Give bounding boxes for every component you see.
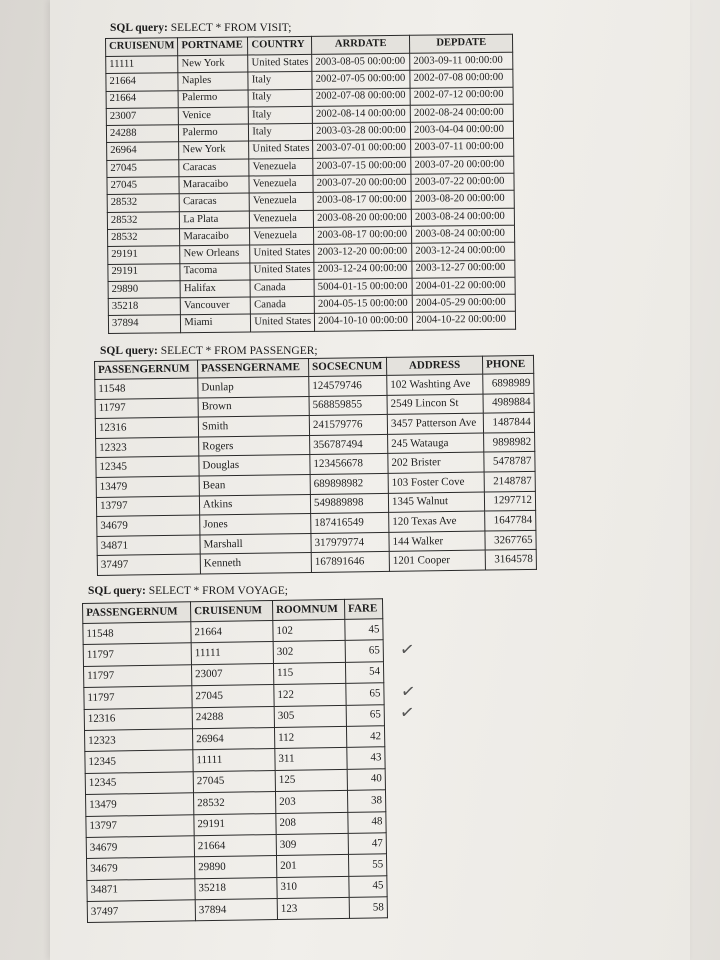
voyage-cell: 12345 <box>85 772 193 795</box>
voyage-cell: 203 <box>275 790 347 813</box>
visit-cell: Italy <box>249 124 313 142</box>
voyage-cell: 48 <box>348 811 386 833</box>
visit-col-header: CRUISENUM <box>106 38 179 57</box>
voyage-cell: 11797 <box>83 665 191 688</box>
voyage-cell: 112 <box>274 726 346 749</box>
voyage-query-label: SQL query: <box>88 585 146 597</box>
passenger-cell: 102 Washting Ave <box>387 374 483 395</box>
visit-cell: United States <box>250 262 314 280</box>
visit-cell: New Orleans <box>180 245 250 263</box>
visit-cell: 2003-12-24 00:00:00 <box>412 242 515 260</box>
visit-cell: 2002-07-08 00:00:00 <box>410 70 513 88</box>
visit-cell: Venice <box>179 107 249 125</box>
visit-cell: 5004-01-15 00:00:00 <box>314 278 412 296</box>
visit-col-header: COUNTRY <box>248 36 312 55</box>
passenger-cell: Dunlap <box>198 377 309 398</box>
visit-cell: 2003-08-20 00:00:00 <box>313 209 411 227</box>
visit-cell: 2003-12-24 00:00:00 <box>314 261 412 279</box>
voyage-cell: 55 <box>348 854 386 876</box>
visit-query-label: SQL query: <box>110 22 168 34</box>
passenger-cell: Douglas <box>199 455 310 476</box>
voyage-cell: 45 <box>349 875 387 897</box>
visit-cell: Vancouver <box>181 297 251 315</box>
voyage-cell: 47 <box>348 833 386 855</box>
visit-cell: Venezuela <box>249 158 313 176</box>
passenger-cell: 2148787 <box>484 471 535 491</box>
visit-cell: 2003-03-28 00:00:00 <box>313 122 411 140</box>
passenger-cell: 241579776 <box>309 415 387 436</box>
passenger-cell: 144 Walker <box>389 531 485 552</box>
passenger-cell: 3164578 <box>485 550 536 570</box>
passenger-table-body <box>95 373 537 575</box>
voyage-cell: 122 <box>274 684 346 707</box>
visit-cell: Canada <box>251 296 315 314</box>
passenger-cell: 11548 <box>95 378 198 399</box>
visit-cell: New York <box>178 55 248 73</box>
passenger-cell: 34871 <box>97 535 200 556</box>
passenger-cell: 1345 Walnut <box>388 492 484 513</box>
voyage-cell: 21664 <box>191 621 273 644</box>
voyage-cell: 24288 <box>192 706 274 729</box>
visit-cell: 2003-09-11 00:00:00 <box>410 52 513 70</box>
voyage-cell: 309 <box>276 833 348 856</box>
visit-cell: 2003-08-24 00:00:00 <box>412 225 515 243</box>
passenger-cell: 689898982 <box>310 473 388 494</box>
voyage-cell: 11797 <box>83 643 191 666</box>
visit-cell: 2002-08-24 00:00:00 <box>410 104 513 122</box>
passenger-cell: Smith <box>198 416 309 437</box>
passenger-query-label: SQL query: <box>100 345 158 357</box>
passenger-cell: 12316 <box>95 417 198 438</box>
voyage-cell: 305 <box>274 705 346 728</box>
voyage-cell: 12323 <box>85 729 193 752</box>
passenger-query <box>100 345 318 357</box>
visit-cell: Canada <box>250 279 314 297</box>
visit-cell: Italy <box>248 89 312 107</box>
visit-query <box>110 22 291 34</box>
voyage-cell: 310 <box>277 876 349 899</box>
visit-cell: Italy <box>248 72 312 90</box>
voyage-cell: 27045 <box>192 685 274 708</box>
passenger-cell: 5478787 <box>484 452 535 472</box>
passenger-cell: 12345 <box>96 456 199 477</box>
visit-cell: 2003-08-17 00:00:00 <box>313 192 411 210</box>
visit-cell: 29191 <box>108 246 181 264</box>
visit-query-text: SELECT * FROM VISIT; <box>170 22 292 34</box>
voyage-cell: 58 <box>349 897 387 919</box>
visit-table-body <box>106 52 516 333</box>
visit-col-header: PORTNAME <box>178 37 248 56</box>
visit-cell: 2003-08-20 00:00:00 <box>411 191 514 209</box>
voyage-cell: 115 <box>273 662 345 685</box>
visit-cell: 2004-10-10 00:00:00 <box>315 313 413 331</box>
voyage-query <box>88 585 288 597</box>
passenger-cell: 6898989 <box>483 373 534 393</box>
visit-cell: United States <box>249 141 313 159</box>
visit-cell: Naples <box>178 72 248 90</box>
passenger-cell: Marshall <box>200 533 311 554</box>
passenger-cell: 202 Brister <box>388 452 484 473</box>
voyage-cell: 45 <box>345 619 383 641</box>
voyage-cell: 42 <box>346 726 384 748</box>
voyage-cell: 12316 <box>84 707 192 730</box>
voyage-cell: 11548 <box>83 622 191 645</box>
visit-row <box>108 312 515 334</box>
visit-cell: 28532 <box>107 211 180 229</box>
voyage-col-header: ROOMNUM <box>272 599 344 620</box>
voyage-cell: 65 <box>346 683 384 705</box>
visit-cell: 2003-07-01 00:00:00 <box>313 140 411 158</box>
visit-cell: La Plata <box>180 211 250 229</box>
voyage-query-text: SELECT * FROM VOYAGE; <box>148 585 288 597</box>
visit-cell: Venezuela <box>250 227 314 245</box>
voyage-cell: 26964 <box>192 727 274 750</box>
passenger-cell: Jones <box>200 514 311 535</box>
visit-cell: United States <box>251 314 315 332</box>
visit-cell: 2002-07-05 00:00:00 <box>312 71 410 89</box>
visit-cell: 2003-07-20 00:00:00 <box>411 156 514 174</box>
passenger-cell: 549889898 <box>310 493 388 514</box>
passenger-cell: Kenneth <box>200 553 311 574</box>
passenger-cell: 11797 <box>95 398 198 419</box>
visit-cell: 24288 <box>106 125 179 143</box>
passenger-cell: 2549 Lincon St <box>387 394 483 415</box>
passenger-col-header: PASSENGERNUM <box>95 360 198 379</box>
passenger-cell: 3267765 <box>485 530 536 550</box>
passenger-cell: Bean <box>199 474 310 495</box>
visit-cell: 2002-07-12 00:00:00 <box>410 87 513 105</box>
visit-cell: 28532 <box>107 194 180 212</box>
passenger-cell: 245 Watauga <box>388 433 484 454</box>
visit-cell: 2003-07-15 00:00:00 <box>313 157 411 175</box>
visit-cell: 2002-08-14 00:00:00 <box>312 105 410 123</box>
passenger-cell: 123456678 <box>310 454 388 475</box>
voyage-cell: 38 <box>347 790 385 812</box>
passenger-col-header: ADDRESS <box>386 356 482 375</box>
voyage-col-header: FARE <box>344 599 382 620</box>
visit-cell: Venezuela <box>249 193 313 211</box>
passenger-cell: 167891646 <box>311 552 389 573</box>
visit-cell: 2002-07-08 00:00:00 <box>312 88 410 106</box>
passenger-cell: 9898982 <box>484 432 535 452</box>
visit-cell: 28532 <box>108 229 181 247</box>
voyage-cell: 23007 <box>191 663 273 686</box>
visit-cell: 29890 <box>108 281 181 299</box>
visit-cell: 26964 <box>107 142 180 160</box>
visit-cell: Caracas <box>179 193 249 211</box>
voyage-cell: 12345 <box>85 750 193 773</box>
visit-cell: 11111 <box>106 56 179 74</box>
voyage-cell: 21664 <box>194 834 276 857</box>
voyage-cell: 29890 <box>195 856 277 879</box>
visit-cell: United States <box>248 54 312 72</box>
passenger-cell: 34679 <box>97 515 200 536</box>
voyage-cell: 11111 <box>191 642 273 665</box>
passenger-col-header: SOCSECNUM <box>308 357 386 376</box>
visit-cell: Maracaibo <box>179 176 249 194</box>
visit-cell: Caracas <box>179 159 249 177</box>
passenger-cell: 120 Texas Ave <box>389 511 485 532</box>
voyage-cell: 311 <box>275 748 347 771</box>
visit-cell: 2003-07-22 00:00:00 <box>411 173 514 191</box>
passenger-table <box>94 355 537 576</box>
visit-cell: 37894 <box>108 315 181 333</box>
voyage-col-header: PASSENGERNUM <box>83 602 191 624</box>
visit-cell: 2004-05-15 00:00:00 <box>314 295 412 313</box>
visit-cell: Palermo <box>179 124 249 142</box>
handwritten-check-mark: ✓ <box>398 639 416 661</box>
voyage-cell: 125 <box>275 769 347 792</box>
visit-cell: 2003-12-20 00:00:00 <box>314 244 412 262</box>
passenger-cell: Brown <box>198 396 309 417</box>
passenger-cell: 1487844 <box>483 413 534 433</box>
visit-cell: 27045 <box>107 160 180 178</box>
visit-cell: 35218 <box>108 298 181 316</box>
visit-col-header: ARRDATE <box>312 35 410 54</box>
voyage-cell: 65 <box>346 704 384 726</box>
voyage-cell: 34871 <box>87 878 195 901</box>
visit-cell: Maracaibo <box>180 228 250 246</box>
passenger-cell: 187416549 <box>311 513 389 534</box>
voyage-cell: 27045 <box>193 770 275 793</box>
voyage-cell: 11797 <box>84 686 192 709</box>
visit-cell: United States <box>250 245 314 263</box>
passenger-query-text: SELECT * FROM PASSENGER; <box>160 345 318 357</box>
voyage-cell: 40 <box>347 768 385 790</box>
passenger-cell: 124579746 <box>309 375 387 396</box>
voyage-cell: 123 <box>277 897 349 920</box>
voyage-cell: 65 <box>345 640 383 662</box>
voyage-table <box>82 598 388 923</box>
visit-cell: 2003-07-11 00:00:00 <box>411 139 514 157</box>
voyage-row <box>87 897 387 923</box>
voyage-cell: 302 <box>273 641 345 664</box>
visit-cell: 21664 <box>106 90 179 108</box>
voyage-cell: 37497 <box>87 900 195 923</box>
visit-cell: Italy <box>249 106 313 124</box>
passenger-cell: 13797 <box>96 496 199 517</box>
voyage-cell: 208 <box>276 812 348 835</box>
passenger-cell: 1647784 <box>485 511 536 531</box>
passenger-cell: 3457 Patterson Ave <box>387 413 483 434</box>
voyage-cell: 35218 <box>195 877 277 900</box>
handwritten-check-mark: ✓ <box>398 702 416 724</box>
voyage-cell: 29191 <box>194 813 276 836</box>
passenger-cell: 103 Foster Cove <box>388 472 484 493</box>
voyage-cell: 102 <box>273 619 345 642</box>
passenger-col-header: PASSENGERNAME <box>197 359 308 379</box>
voyage-cell: 13797 <box>86 814 194 837</box>
visit-cell: Tacoma <box>180 263 250 281</box>
passenger-cell: 13479 <box>96 476 199 497</box>
passenger-cell: 1201 Cooper <box>389 550 485 571</box>
visit-cell: 21664 <box>106 73 179 91</box>
voyage-cell: 34679 <box>86 836 194 859</box>
voyage-cell: 37894 <box>195 899 277 922</box>
visit-cell: Venezuela <box>249 175 313 193</box>
passenger-cell: Rogers <box>199 435 310 456</box>
voyage-cell: 34679 <box>87 857 195 880</box>
passenger-col-header: PHONE <box>482 355 533 374</box>
passenger-cell: 12323 <box>96 437 199 458</box>
visit-cell: 23007 <box>106 108 179 126</box>
visit-cell: 2003-08-05 00:00:00 <box>312 53 410 71</box>
voyage-cell: 54 <box>345 662 383 684</box>
visit-table <box>105 34 516 334</box>
handwritten-check-mark: ✓ <box>399 681 417 703</box>
visit-cell: 2003-04-04 00:00:00 <box>411 121 514 139</box>
visit-cell: Palermo <box>178 90 248 108</box>
visit-cell: 2003-12-27 00:00:00 <box>412 260 515 278</box>
visit-cell: Miami <box>181 314 251 332</box>
voyage-cell: 13479 <box>86 793 194 816</box>
voyage-cell: 201 <box>276 855 348 878</box>
passenger-cell: 37497 <box>97 554 200 575</box>
visit-col-header: DEPDATE <box>410 34 513 53</box>
passenger-cell: 1297712 <box>484 491 535 511</box>
visit-cell: Halifax <box>180 280 250 298</box>
voyage-cell: 43 <box>347 747 385 769</box>
visit-cell: New York <box>179 141 249 159</box>
visit-cell: Venezuela <box>250 210 314 228</box>
voyage-table-body <box>83 619 388 923</box>
passenger-cell: 317979774 <box>311 532 389 553</box>
passenger-cell: 4989884 <box>483 393 534 413</box>
voyage-cell: 28532 <box>193 792 275 815</box>
passenger-cell: 356787494 <box>310 434 388 455</box>
visit-cell: 2004-05-29 00:00:00 <box>412 294 515 312</box>
visit-cell: 2003-08-17 00:00:00 <box>314 226 412 244</box>
visit-cell: 2003-08-24 00:00:00 <box>411 208 514 226</box>
voyage-cell: 11111 <box>193 749 275 772</box>
visit-cell: 2004-10-22 00:00:00 <box>413 312 516 330</box>
passenger-cell: 568859855 <box>309 395 387 416</box>
passenger-cell: Atkins <box>199 494 310 515</box>
visit-cell: 2003-07-20 00:00:00 <box>313 174 411 192</box>
visit-cell: 2004-01-22 00:00:00 <box>412 277 515 295</box>
voyage-col-header: CRUISENUM <box>190 601 272 622</box>
visit-cell: 27045 <box>107 177 180 195</box>
visit-cell: 29191 <box>108 263 181 281</box>
